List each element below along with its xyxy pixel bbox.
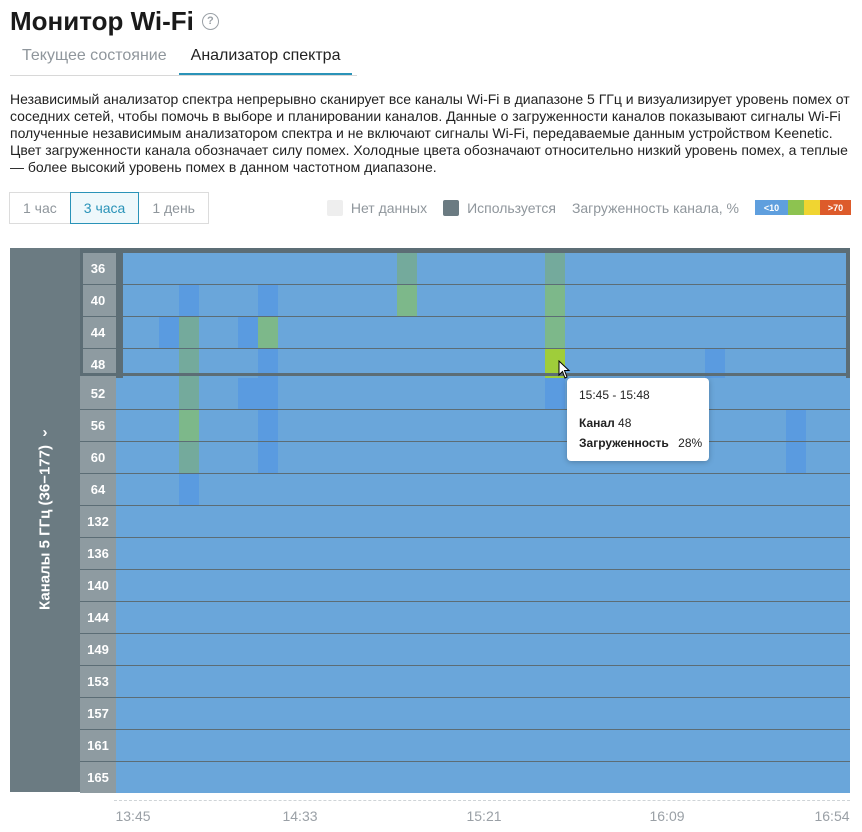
x-tick: 14:33 [282,808,318,824]
in-use-swatch [443,200,459,216]
channel-row-165[interactable] [116,762,850,793]
channel-row-157[interactable] [116,698,850,729]
channel-label-132: 132 [80,506,116,537]
range-1h-button[interactable]: 1 час [9,192,71,224]
range-1d-button[interactable]: 1 день [138,192,209,224]
heatmap-cell[interactable] [179,410,199,441]
x-tick: 15:21 [466,808,502,824]
heatmap-cell[interactable] [258,285,278,316]
spectrum-heatmap [10,248,850,792]
channel-label-64: 64 [80,474,116,505]
heatmap-cell[interactable] [705,349,725,380]
channel-row-153[interactable] [116,666,850,697]
heatmap-cell[interactable] [786,410,806,441]
tooltip-channel-value: 48 [618,416,632,430]
heatmap-cell[interactable] [545,253,565,284]
heatmap-tooltip [567,378,709,461]
heatmap-cell[interactable] [238,317,258,348]
heatmap-cell[interactable] [545,378,565,409]
description-text: Независимый анализатор спектра непрерывно сканирует все каналы Wi-Fi в диапазоне 5 ГГц и визуализирует уровень помех от соседних сетей, чтобы помочь в выборе и планировании каналов. Данные о загруженности каналов показывают сигналы Wi-Fi полученные независимым анализатором спектра и не включают сигналы Wi-Fi, передаваемые данным устройством Keenetic. Цвет загруженности канала обозначает силу помех. Холодные цвета обозначают относительно низкий уровень помех, а теплые — более высокий уровень помех в данном частотном диапазоне. [10,91,850,175]
legend-no-data-label: Нет данных [350,199,428,216]
heatmap-cell[interactable] [545,285,565,316]
legend-no-data [327,200,427,216]
heatmap-cell[interactable] [179,474,199,505]
mouse-cursor-icon [558,360,572,380]
x-axis [114,800,850,802]
scale-midhigh-swatch [804,200,820,215]
channel-label-52: 52 [80,378,116,409]
band-label [36,424,54,610]
heatmap-cell[interactable] [545,317,565,348]
channel-row-40[interactable] [123,285,846,316]
channel-row-56[interactable] [116,410,850,441]
channel-label-161: 161 [80,730,116,761]
heatmap-cell[interactable] [397,253,417,284]
heatmap-cell[interactable] [258,349,278,380]
x-tick: 16:54 [814,808,850,824]
time-range-selector [10,192,209,224]
heatmap-cell[interactable] [159,317,179,348]
channel-row-44[interactable] [123,317,846,348]
channel-label-44: 44 [80,317,116,348]
channel-row-60[interactable] [116,442,850,473]
heatmap-cell[interactable] [238,378,278,409]
channel-row-52[interactable] [116,378,850,409]
legend-in-use-label: Используется [467,199,556,216]
heatmap-cell[interactable] [397,285,417,316]
channel-row-48[interactable] [123,349,846,380]
channel-label-40: 40 [80,285,116,316]
help-icon[interactable]: ? [202,13,219,30]
page-title: Монитор Wi-Fi [10,5,194,36]
page-header [10,4,219,38]
scale-low-label: <10 [755,200,788,215]
channel-label-56: 56 [80,410,116,441]
band-label-text: Каналы 5 ГГц (36−177) [36,445,54,610]
heatmap-cell[interactable] [786,442,806,473]
tab-spectrum-analyzer[interactable]: Анализатор спектра [179,40,353,75]
channel-label-157: 157 [80,698,116,729]
scale-mid-swatch [788,200,804,215]
heatmap-cell[interactable] [179,317,199,348]
tooltip-time: 15:45 - 15:48 [579,388,650,402]
range-3h-button[interactable]: 3 часа [70,192,140,224]
band-selector-sidebar[interactable] [10,248,80,792]
channel-label-144: 144 [80,602,116,633]
legend-load-label: Загруженность канала, % [571,199,739,216]
heatmap-cell[interactable] [179,285,199,316]
heatmap-cell[interactable] [258,442,278,473]
channel-row-136[interactable] [116,538,850,569]
no-data-swatch [327,200,343,216]
channel-row-64[interactable] [116,474,850,505]
heatmap-cell[interactable] [179,349,199,380]
channel-row-161[interactable] [116,730,850,761]
channel-label-153: 153 [80,666,116,697]
chevron-right-icon: › [42,424,48,442]
tab-bar [10,40,357,76]
channel-row-149[interactable] [116,634,850,665]
channel-label-165: 165 [80,762,116,793]
tooltip-channel [579,416,631,430]
heatmap-cell[interactable] [179,378,199,409]
legend-in-use [443,200,556,216]
channel-label-60: 60 [80,442,116,473]
channel-row-132[interactable] [116,506,850,537]
heatmap-cell[interactable] [179,442,199,473]
scale-high-label: >70 [820,200,851,215]
channel-row-36[interactable] [123,253,846,284]
load-color-scale [755,200,851,215]
channel-row-144[interactable] [116,602,850,633]
legend [327,192,851,223]
channel-label-140: 140 [80,570,116,601]
tooltip-load [579,436,702,450]
channel-label-36: 36 [80,253,116,284]
heatmap-cell[interactable] [258,317,278,348]
channel-label-136: 136 [80,538,116,569]
x-tick: 16:09 [649,808,685,824]
channel-row-140[interactable] [116,570,850,601]
tooltip-load-value: 28% [678,436,703,450]
channel-label-48: 48 [80,349,116,380]
tab-current-state[interactable]: Текущее состояние [22,47,167,64]
tooltip-load-label: Загруженность [579,436,669,450]
tooltip-channel-label: Канал [579,416,615,430]
channel-label-149: 149 [80,634,116,665]
heatmap-cell[interactable] [258,410,278,441]
x-tick: 13:45 [115,808,151,824]
